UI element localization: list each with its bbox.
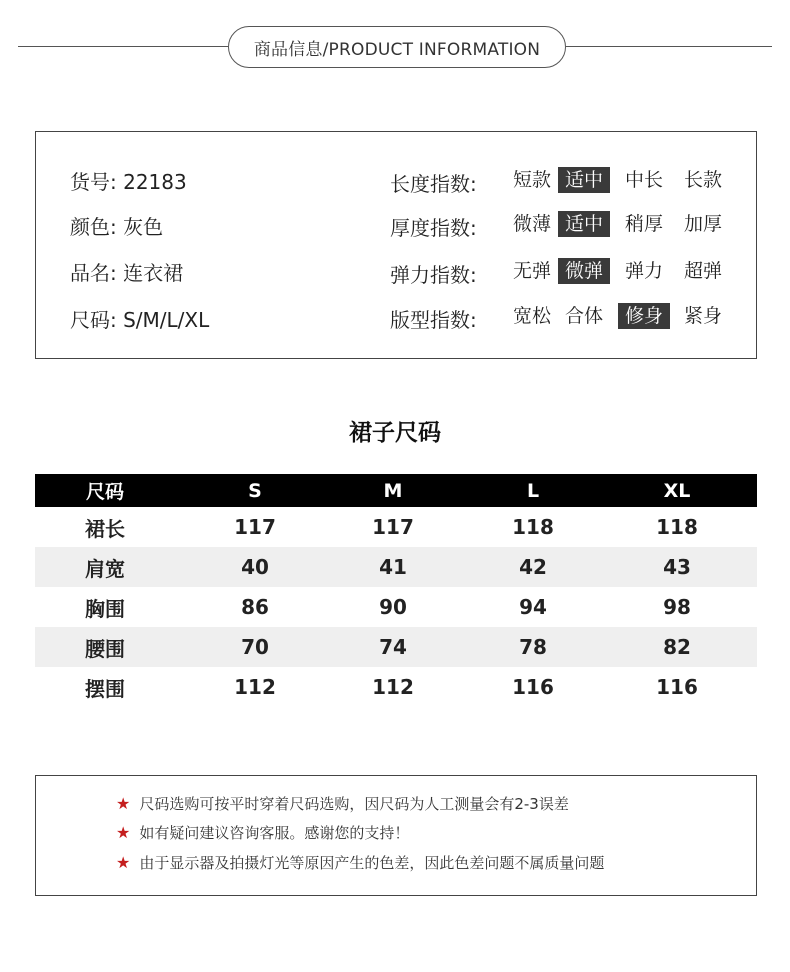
fit-option: 合体 xyxy=(564,305,603,327)
info-field-color xyxy=(70,211,163,240)
table-cell: 摆围 xyxy=(85,676,125,701)
column-header: XL xyxy=(663,479,691,502)
fit-option: 宽松 xyxy=(512,305,551,327)
table-cell: 胸围 xyxy=(85,596,125,621)
table-cell: 41 xyxy=(379,555,407,579)
table-row xyxy=(35,627,757,667)
table-cell: 112 xyxy=(234,675,276,699)
info-field-value: 连衣裙 xyxy=(123,261,184,285)
info-field-item-number xyxy=(70,166,187,195)
table-cell: 86 xyxy=(241,595,269,619)
table-cell: 40 xyxy=(241,555,269,579)
table-cell: 117 xyxy=(372,515,414,539)
section-header xyxy=(228,26,566,68)
thickness-option: 稍厚 xyxy=(624,213,663,235)
size-table-title: 裙子尺码 xyxy=(349,420,441,446)
length-option: 短款 xyxy=(512,169,551,191)
table-row xyxy=(35,667,757,707)
table-cell: 116 xyxy=(656,675,698,699)
table-cell: 肩宽 xyxy=(85,556,125,581)
notes-box xyxy=(35,775,757,896)
table-cell: 98 xyxy=(663,595,691,619)
thickness-option: 加厚 xyxy=(683,213,722,235)
elasticity-option: 无弹 xyxy=(512,260,551,282)
elasticity-option: 微弹 xyxy=(558,258,610,284)
table-header-row xyxy=(35,474,757,507)
info-field-value: 灰色 xyxy=(123,215,164,239)
note-item xyxy=(116,793,569,814)
fit-index-label: 版型指数: xyxy=(390,308,477,332)
info-field-value: S/M/L/XL xyxy=(123,308,210,332)
table-cell: 78 xyxy=(519,635,547,659)
thickness-index-label: 厚度指数: xyxy=(390,216,477,240)
elasticity-option: 弹力 xyxy=(624,260,663,282)
star-icon: ★ xyxy=(116,853,131,872)
star-icon: ★ xyxy=(116,794,131,813)
info-field-label: 品名: xyxy=(70,261,117,285)
thickness-option: 微薄 xyxy=(512,213,551,235)
product-info-box xyxy=(35,131,757,359)
table-cell: 90 xyxy=(379,595,407,619)
table-row xyxy=(35,507,757,547)
table-cell: 腰围 xyxy=(85,636,125,661)
table-cell: 118 xyxy=(512,515,554,539)
info-field-label: 尺码: xyxy=(70,308,117,332)
elasticity-option: 超弹 xyxy=(683,260,722,282)
header-divider-left xyxy=(18,46,228,47)
size-table xyxy=(35,474,757,707)
column-header: S xyxy=(248,479,262,502)
length-index-label: 长度指数: xyxy=(390,172,477,196)
table-cell: 117 xyxy=(234,515,276,539)
star-icon: ★ xyxy=(116,823,131,842)
note-text: 尺码选购可按平时穿着尺码选购，因尺码为人工测量会有2-3误差 xyxy=(139,795,569,813)
info-field-label: 颜色: xyxy=(70,215,117,239)
note-item xyxy=(116,822,409,843)
fit-option: 紧身 xyxy=(683,305,722,327)
length-option: 适中 xyxy=(558,167,610,193)
table-cell: 82 xyxy=(663,635,691,659)
table-cell: 116 xyxy=(512,675,554,699)
header-divider-right xyxy=(566,46,772,47)
elasticity-index-label: 弹力指数: xyxy=(390,263,477,287)
section-header-title: 商品信息/PRODUCT INFORMATION xyxy=(253,39,541,60)
table-row xyxy=(35,547,757,587)
column-header: M xyxy=(383,479,403,502)
info-field-size xyxy=(70,304,209,333)
column-header: 尺码 xyxy=(85,481,124,503)
table-row xyxy=(35,587,757,627)
table-cell: 裙长 xyxy=(85,516,125,541)
length-option: 长款 xyxy=(683,169,722,191)
length-option: 中长 xyxy=(624,169,663,191)
note-text: 如有疑问建议咨询客服。感谢您的支持！ xyxy=(139,824,410,842)
info-field-label: 货号: xyxy=(70,170,117,194)
thickness-option: 适中 xyxy=(558,211,610,237)
table-cell: 43 xyxy=(663,555,691,579)
info-field-value: 22183 xyxy=(123,170,187,194)
column-header: L xyxy=(526,479,540,502)
info-field-product-name xyxy=(70,257,183,286)
table-cell: 42 xyxy=(519,555,547,579)
table-cell: 94 xyxy=(519,595,547,619)
table-cell: 118 xyxy=(656,515,698,539)
table-cell: 112 xyxy=(372,675,414,699)
note-text: 由于显示器及拍摄灯光等原因产生的色差，因此色差问题不属质量问题 xyxy=(139,854,605,872)
table-cell: 74 xyxy=(379,635,407,659)
note-item xyxy=(116,852,604,873)
fit-option: 修身 xyxy=(618,303,670,329)
table-cell: 70 xyxy=(241,635,269,659)
